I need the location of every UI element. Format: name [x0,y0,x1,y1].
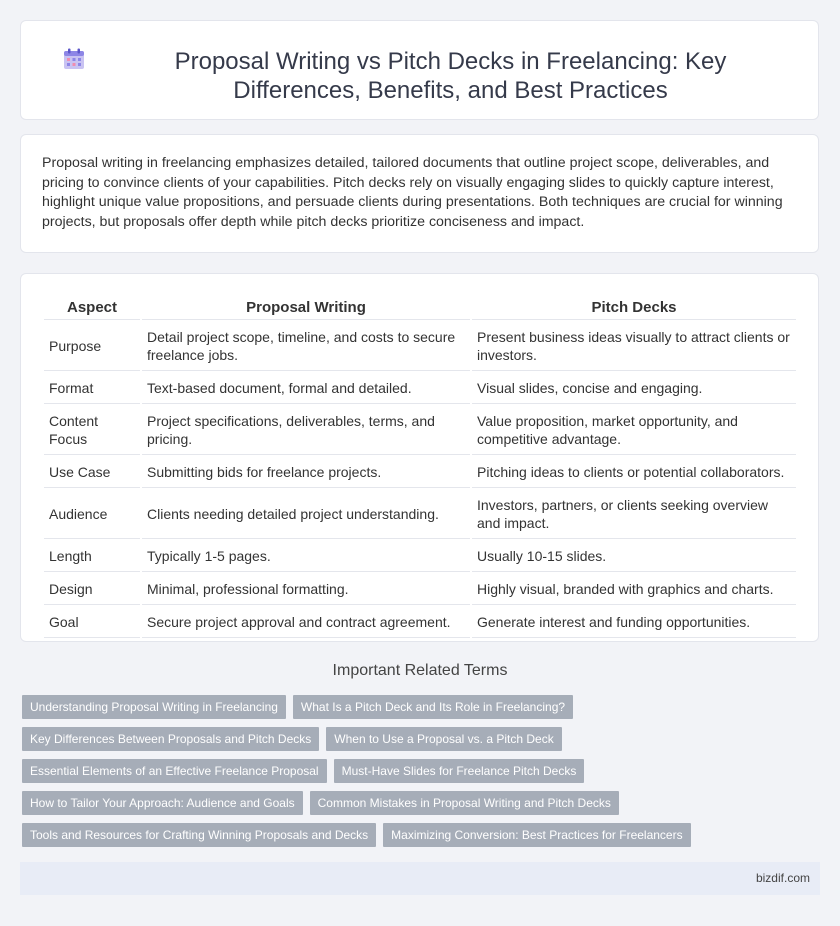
tag-row [22,727,822,751]
intro-paragraph: Proposal writing in freelancing emphasizes detailed, tailored documents that outline project scope, deliverables, and pricing to convince clients of your capabilities. Pitch decks rely on visually engaging slides to quickly capture interest, highlight unique value propositions, and persuade clients during presentations. Both techniques are crucial for winning projects, but proposals offer depth while pitch decks prioritize conciseness and impact. [42,155,783,230]
proposal-cell: Detail project scope, timeline, and costs to secure freelance jobs. [142,321,470,371]
related-term-link[interactable]: Understanding Proposal Writing in Freelancing [22,695,286,719]
aspect-cell: Use Case [44,456,140,488]
table-row [44,540,796,572]
intro-card [20,134,819,253]
table-row [44,573,796,605]
proposal-cell: Minimal, professional formatting. [142,573,470,605]
pitch-cell: Investors, partners, or clients seeking overview and impact. [472,489,796,539]
page-title: Proposal Writing vs Pitch Decks in Freelancing: Key Differences, Benefits, and Best Practices [174,48,727,104]
site-name[interactable]: bizdif.com [755,871,810,885]
tag-row [22,823,822,847]
related-term-link[interactable]: What Is a Pitch Deck and Its Role in Freelancing? [293,695,573,719]
pitch-cell: Value proposition, market opportunity, and competitive advantage. [472,405,796,455]
pitch-cell: Pitching ideas to clients or potential collaborators. [472,456,796,488]
tag-row [22,791,822,815]
table-header-row [44,295,796,320]
related-term-link[interactable]: When to Use a Proposal vs. a Pitch Deck [326,727,561,751]
aspect-cell: Length [44,540,140,572]
table-row [44,489,796,539]
table-row [44,405,796,455]
related-term-link[interactable]: Key Differences Between Proposals and Pitch Decks [22,727,319,751]
pitch-cell: Usually 10-15 slides. [472,540,796,572]
pitch-cell: Present business ideas visually to attract clients or investors. [472,321,796,371]
column-header-aspect: Aspect [44,295,140,320]
table-row [44,321,796,371]
table-row [44,456,796,488]
tag-row [22,695,822,719]
proposal-cell: Text-based document, formal and detailed. [142,372,470,404]
pitch-cell: Generate interest and funding opportunities. [472,606,796,638]
column-header-pitch-decks: Pitch Decks [472,295,796,320]
pitch-cell: Highly visual, branded with graphics and charts. [472,573,796,605]
tag-row [22,759,822,783]
table-row [44,606,796,638]
related-term-link[interactable]: Must-Have Slides for Freelance Pitch Decks [334,759,585,783]
aspect-cell: Audience [44,489,140,539]
related-term-link[interactable]: Tools and Resources for Crafting Winning Proposals and Decks [22,823,376,847]
proposal-cell: Submitting bids for freelance projects. [142,456,470,488]
aspect-cell: Design [44,573,140,605]
proposal-cell: Project specifications, deliverables, terms, and pricing. [142,405,470,455]
related-term-link[interactable]: Essential Elements of an Effective Freelance Proposal [22,759,327,783]
column-header-proposal-writing: Proposal Writing [142,295,470,320]
table-row [44,372,796,404]
related-term-link[interactable]: How to Tailor Your Approach: Audience and Goals [22,791,303,815]
header-card [20,20,819,120]
comparison-table [42,294,798,639]
aspect-cell: Purpose [44,321,140,371]
related-terms-list [22,695,822,855]
aspect-cell: Content Focus [44,405,140,455]
proposal-cell: Clients needing detailed project understanding. [142,489,470,539]
related-terms-heading: Important Related Terms [332,662,508,679]
related-term-link[interactable]: Common Mistakes in Proposal Writing and Pitch Decks [310,791,619,815]
proposal-cell: Typically 1-5 pages. [142,540,470,572]
related-term-link[interactable]: Maximizing Conversion: Best Practices for Freelancers [383,823,690,847]
pitch-cell: Visual slides, concise and engaging. [472,372,796,404]
comparison-card [20,273,819,642]
footer [20,862,820,895]
proposal-cell: Secure project approval and contract agreement. [142,606,470,638]
aspect-cell: Goal [44,606,140,638]
aspect-cell: Format [44,372,140,404]
